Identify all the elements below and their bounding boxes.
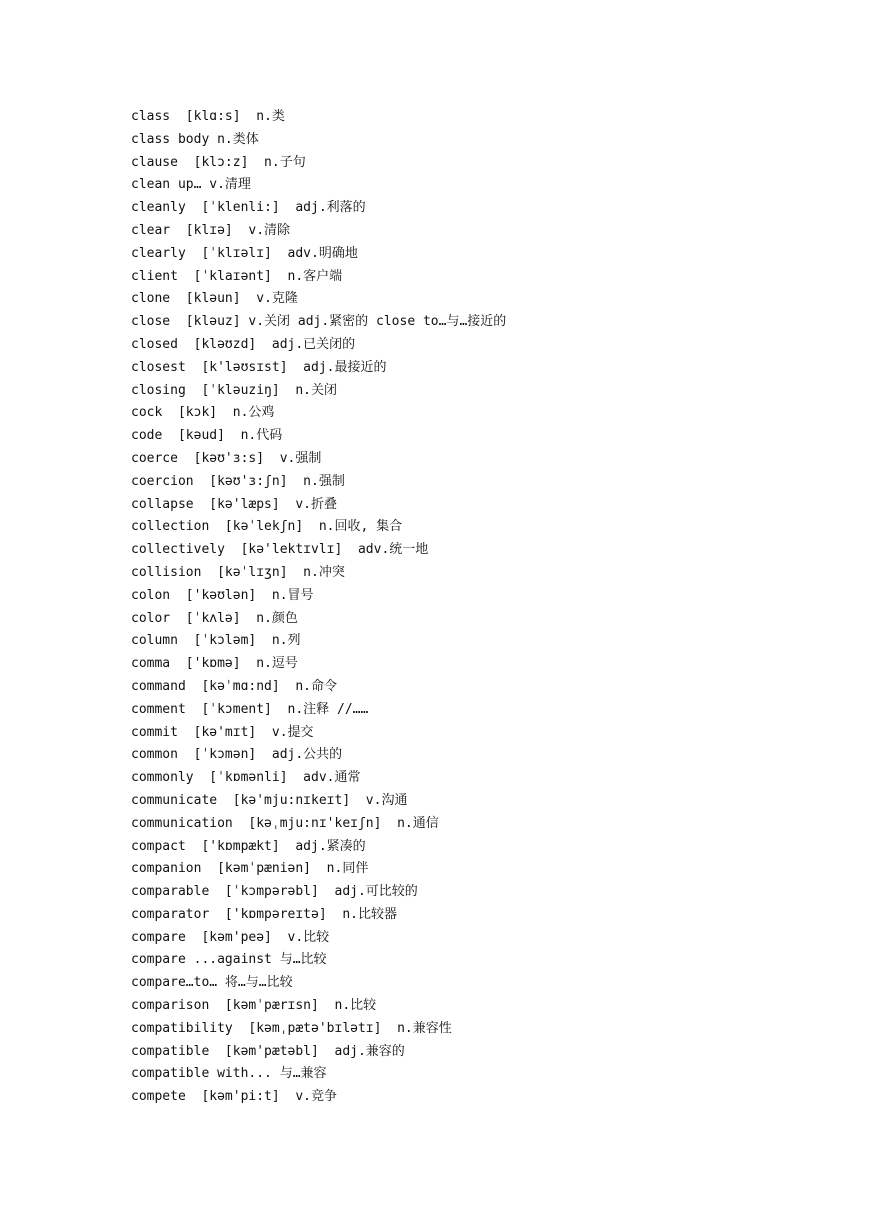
entry-commonly: commonly [ˈkɒmənli] adv.通常 [131, 770, 361, 786]
entry-compare-to: compare…to… 将…与…比较 [131, 975, 293, 991]
entry-compact: compact ['kɒmpækt] adj.紧凑的 [131, 838, 366, 854]
entry-commit: commit [kə'mɪt] v.提交 [131, 724, 314, 740]
vocabulary-list [131, 106, 831, 1109]
entry-code: code [kəud] n.代码 [131, 428, 283, 444]
entry-comment: comment [ˈkɔment] n.注释 //…… [131, 701, 369, 717]
entry-clause: clause [klɔ:z] n.子句 [131, 154, 306, 170]
entry-command: command [kəˈmɑ:nd] n.命令 [131, 678, 338, 694]
entry-comparison: comparison [kəmˈpærɪsn] n.比较 [131, 998, 377, 1014]
entry-closest: closest [k'ləʊsɪst] adj.最接近的 [131, 359, 387, 375]
entry-clear: clear [klɪə] v.清除 [131, 222, 291, 238]
entry-comma: comma ['kɒmə] n.逗号 [131, 656, 298, 672]
entry-client: client [ˈklaɪənt] n.客户端 [131, 268, 343, 284]
entry-compare: compare [kəm'peə] v.比较 [131, 929, 330, 945]
entry-compare-against: compare ...against 与…比较 [131, 952, 327, 968]
entry-color: color [ˈkʌlə] n.颜色 [131, 610, 298, 626]
entry-clean-up: clean up… v.清理 [131, 177, 251, 193]
entry-collapse: collapse [kə'læps] v.折叠 [131, 496, 338, 512]
entry-clearly: clearly [ˈklɪəlɪ] adv.明确地 [131, 245, 358, 261]
entry-collision: collision [kəˈlɪʒn] n.冲突 [131, 564, 345, 580]
entry-compatibility: compatibility [kəmˌpætə'bɪlətɪ] n.兼容性 [131, 1020, 452, 1036]
entry-closing: closing [ˈkləuziŋ] n.关闭 [131, 382, 338, 398]
entry-closed: closed [kləʊzd] adj.已关闭的 [131, 336, 356, 352]
entry-common: common [ˈkɔmən] adj.公共的 [131, 747, 343, 763]
entry-communication: communication [kəˌmju:nɪ'keɪʃn] n.通信 [131, 815, 439, 831]
entry-coercion: coercion [kəʊ'ɜ:ʃn] n.强制 [131, 473, 345, 489]
entry-colon: colon ['kəʊlən] n.冒号 [131, 587, 314, 603]
entry-compete: compete [kəm'pi:t] v.竞争 [131, 1089, 338, 1105]
entry-companion: companion [kəmˈpæniən] n.同伴 [131, 861, 369, 877]
entry-coerce: coerce [kəʊ'ɜ:s] v.强制 [131, 450, 322, 466]
entry-cock: cock [kɔk] n.公鸡 [131, 405, 275, 421]
entry-collection: collection [kəˈlekʃn] n.回收, 集合 [131, 519, 403, 535]
entry-clone: clone [kləun] v.克隆 [131, 291, 298, 307]
entry-collectively: collectively [kə'lektɪvlɪ] adv.统一地 [131, 542, 429, 558]
entry-communicate: communicate [kə'mju:nɪkeɪt] v.沟通 [131, 792, 408, 808]
entry-column: column [ˈkɔləm] n.列 [131, 633, 301, 649]
entry-close: close [kləuz] v.关闭 adj.紧密的 close to…与…接近的 [131, 314, 507, 330]
entry-compatible: compatible [kəm'pætəbl] adj.兼容的 [131, 1043, 405, 1059]
entry-class-body: class body n.类体 [131, 131, 259, 147]
entry-comparator: comparator ['kɒmpəreɪtə] n.比较器 [131, 906, 397, 922]
entry-comparable: comparable [ˈkɔmpərəbl] adj.可比较的 [131, 884, 418, 900]
entry-class: class [klɑ:s] n.类 [131, 109, 285, 124]
entry-compatible-with: compatible with... 与…兼容 [131, 1066, 327, 1082]
entry-cleanly: cleanly [ˈklenli:] adj.利落的 [131, 200, 366, 216]
